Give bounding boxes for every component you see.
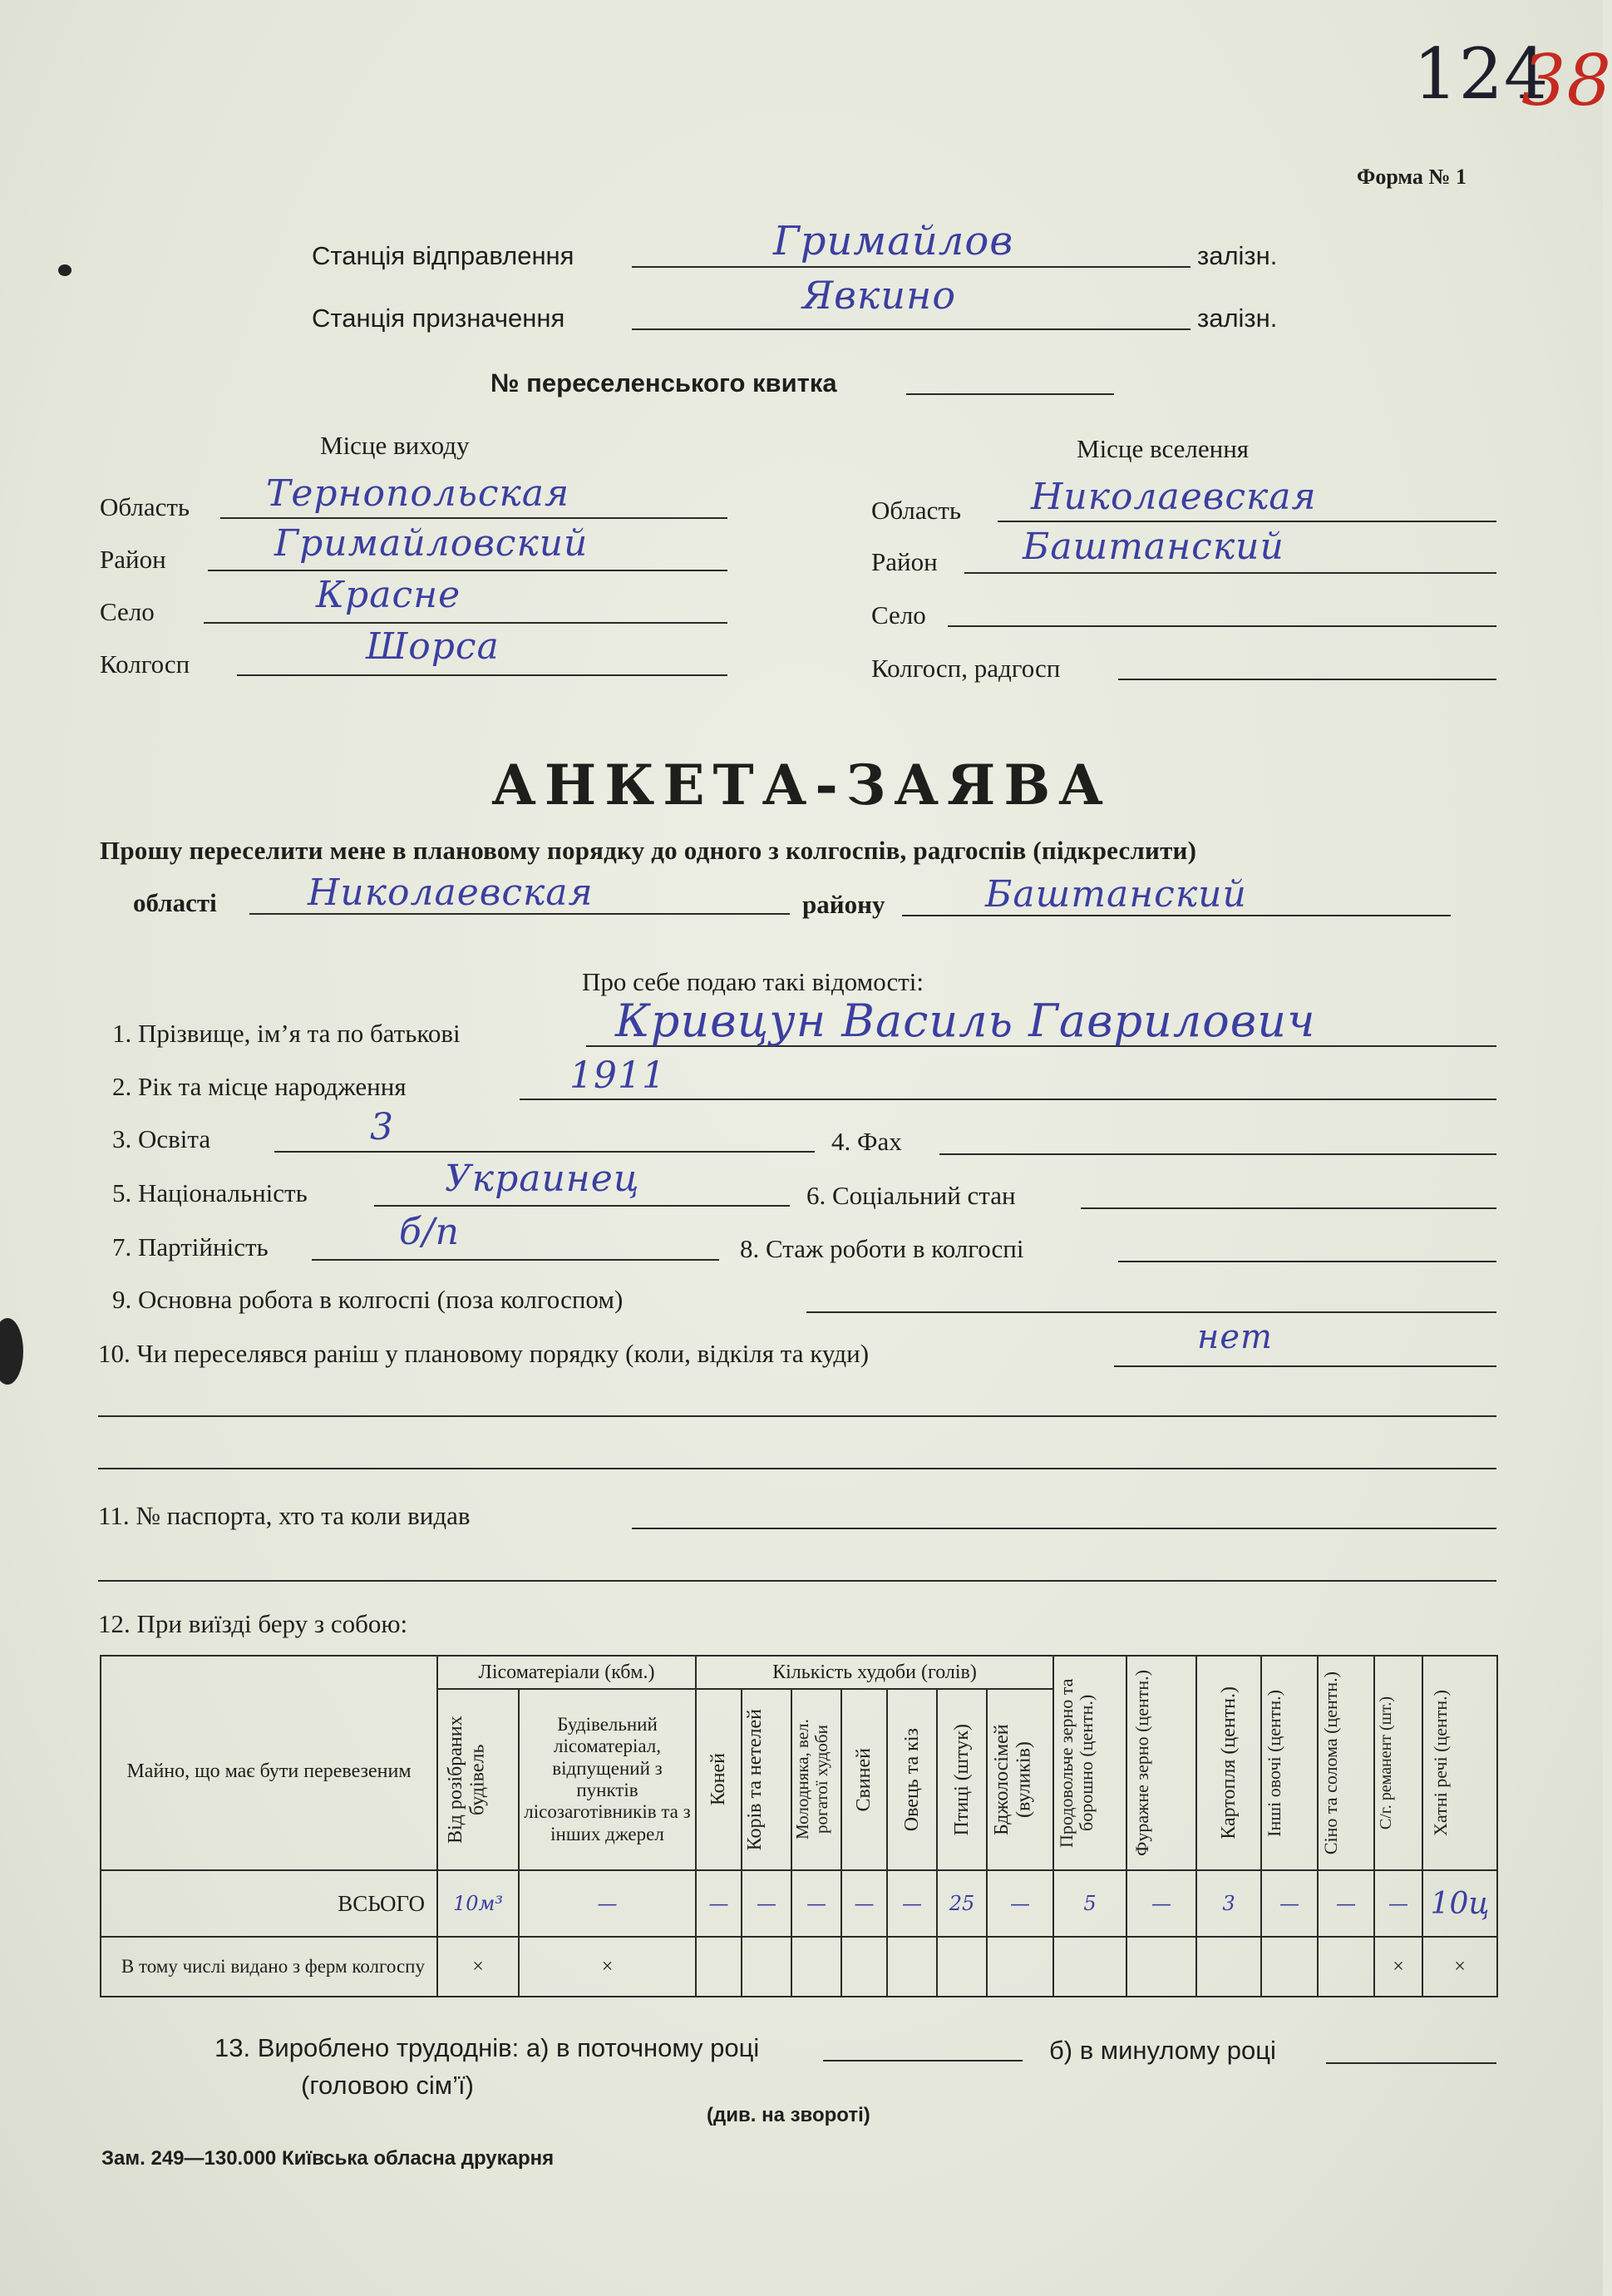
dest-oblast-line bbox=[998, 521, 1496, 522]
col-potato-header: Картопля (центн.) bbox=[1196, 1656, 1261, 1870]
col-dismantled-header: Від розібраних будівель bbox=[437, 1689, 519, 1870]
see-back-note: (див. на звороті) bbox=[707, 2104, 870, 2126]
field-3-label: 3. Освіта bbox=[112, 1124, 211, 1153]
total-cell: — bbox=[1318, 1870, 1374, 1937]
dest-rayon-value: Баштанский bbox=[1023, 526, 1284, 568]
issued-cell: × bbox=[1374, 1937, 1422, 1997]
issued-cell bbox=[791, 1937, 841, 1997]
destination-station-value: Явкино bbox=[802, 273, 957, 318]
col-sheep-header: Овець та кіз bbox=[887, 1689, 937, 1870]
total-cell: 5 bbox=[1053, 1870, 1126, 1937]
issued-cell bbox=[1196, 1937, 1261, 1997]
field-10-line bbox=[1114, 1365, 1496, 1367]
col-hay-header: Сіно та солома (центн.) bbox=[1318, 1656, 1374, 1870]
dest-kolhosp-line bbox=[1118, 679, 1496, 680]
dest-oblast-label: Область bbox=[871, 496, 962, 525]
col-young-header: Молодняка, вел. рогатої худоби bbox=[791, 1689, 841, 1870]
total-cell: — bbox=[791, 1870, 841, 1937]
issued-cell bbox=[1126, 1937, 1196, 1997]
issued-cell: × bbox=[519, 1937, 696, 1997]
departure-station-line bbox=[632, 266, 1191, 268]
departure-station-label: Станція відправлення bbox=[312, 241, 574, 270]
destination-station-line bbox=[632, 328, 1191, 330]
total-cell: 10ц bbox=[1422, 1870, 1497, 1937]
field-4-line bbox=[939, 1153, 1496, 1155]
origin-oblast-line bbox=[220, 517, 727, 519]
col-item-header: Майно, що має бути перевезеним bbox=[101, 1656, 437, 1870]
origin-oblast-label: Область bbox=[100, 492, 190, 521]
field-8-line bbox=[1118, 1261, 1496, 1262]
origin-selo-label: Село bbox=[100, 597, 155, 626]
field-13-family: (головою сім’ї) bbox=[301, 2071, 474, 2100]
issued-cell bbox=[1318, 1937, 1374, 1997]
field-12-label: 12. При виїзді беру з собою: bbox=[98, 1609, 408, 1638]
total-cell: — bbox=[841, 1870, 887, 1937]
rayonu-label: району bbox=[802, 890, 885, 919]
issued-row bbox=[101, 1937, 1497, 1997]
col-grain-header: Продовольче зерно та борошно (центн.) bbox=[1053, 1656, 1126, 1870]
total-cell: 3 bbox=[1196, 1870, 1261, 1937]
total-cell: — bbox=[987, 1870, 1053, 1937]
field-8-label: 8. Стаж роботи в колгоспі bbox=[740, 1234, 1024, 1263]
issued-cell bbox=[841, 1937, 887, 1997]
total-cell: 10м³ bbox=[437, 1870, 519, 1937]
origin-heading: Місце виходу bbox=[320, 431, 470, 460]
field-10-label: 10. Чи переселявся раніш у плановому порядку (коли, відкіля та куди) bbox=[98, 1339, 870, 1368]
field-6-label: 6. Соціальний стан bbox=[806, 1181, 1016, 1210]
field-2-line bbox=[520, 1099, 1496, 1100]
field-5-line bbox=[374, 1205, 790, 1207]
origin-rayon-value: Гримайловский bbox=[274, 522, 589, 565]
field-2-label: 2. Рік та місце народження bbox=[112, 1072, 407, 1101]
total-cell: — bbox=[1261, 1870, 1318, 1937]
issued-cell bbox=[937, 1937, 987, 1997]
row-issued-label: В тому числі видано з ферм колгоспу bbox=[101, 1937, 437, 1997]
form-title: АНКЕТА-ЗАЯВА bbox=[491, 753, 1112, 817]
field-3-value: 3 bbox=[370, 1106, 394, 1148]
total-row bbox=[101, 1870, 1497, 1937]
rail-suffix-1: залізн. bbox=[1197, 241, 1278, 270]
oblasti-label: області bbox=[133, 888, 217, 917]
col-building-header: Будівельний лісоматеріал, відпущений з пунктів лісозаготівників та з інших джерел bbox=[519, 1689, 696, 1870]
archive-number: 124 bbox=[1413, 33, 1550, 115]
field-10-value: нет bbox=[1197, 1318, 1273, 1356]
archive-number-red: 38 bbox=[1521, 40, 1612, 121]
total-cell: — bbox=[1126, 1870, 1196, 1937]
total-cell: — bbox=[1374, 1870, 1422, 1937]
field-1-value: Кривцун Василь Гаврилович bbox=[615, 995, 1316, 1047]
origin-selo-line bbox=[204, 622, 727, 624]
origin-kolhosp-value: Шорса bbox=[366, 625, 500, 668]
field-5-value: Украинец bbox=[445, 1158, 640, 1200]
field-10-line-3 bbox=[98, 1468, 1496, 1469]
property-table bbox=[100, 1655, 1496, 1996]
request-text: Прошу переселити мене в плановому порядку до одного з колгоспів, радгоспів (підкреслити) bbox=[100, 836, 1197, 865]
rayonu-value: Баштанский bbox=[985, 873, 1247, 916]
col-veg-header: Інші овочі (центн.) bbox=[1261, 1656, 1318, 1870]
field-3-line bbox=[274, 1151, 815, 1153]
field-11-line bbox=[632, 1528, 1496, 1529]
field-11-label: 11. № паспорта, хто та коли видав bbox=[98, 1501, 471, 1530]
field-9-label: 9. Основна робота в колгоспі (поза колгоспом) bbox=[112, 1285, 624, 1314]
col-bees-header: Бджолосімей (вуликів) bbox=[987, 1689, 1053, 1870]
field-13-line-a bbox=[823, 2060, 1023, 2061]
field-9-line bbox=[806, 1311, 1496, 1313]
dest-selo-label: Село bbox=[871, 600, 926, 630]
total-cell: — bbox=[696, 1870, 742, 1937]
punch-hole bbox=[58, 264, 71, 276]
issued-cell bbox=[1053, 1937, 1126, 1997]
issued-cell bbox=[1261, 1937, 1318, 1997]
group-cattle-header: Кількість худоби (голів) bbox=[696, 1656, 1053, 1689]
field-13-prev-label: б) в минулому році bbox=[1049, 2036, 1276, 2065]
field-6-line bbox=[1081, 1207, 1496, 1209]
total-cell: 25 bbox=[937, 1870, 987, 1937]
issued-cell bbox=[987, 1937, 1053, 1997]
issued-cell: × bbox=[437, 1937, 519, 1997]
issued-cell bbox=[696, 1937, 742, 1997]
field-4-label: 4. Фах bbox=[831, 1127, 902, 1156]
field-5-label: 5. Національність bbox=[112, 1178, 308, 1207]
issued-cell bbox=[742, 1937, 791, 1997]
dest-rayon-label: Район bbox=[871, 547, 938, 576]
about-label: Про себе подаю такі відомості: bbox=[582, 967, 924, 996]
total-cell: — bbox=[742, 1870, 791, 1937]
col-tools-header: С/г. реманент (шт.) bbox=[1374, 1656, 1422, 1870]
group-lumber-header: Лісоматеріали (кбм.) bbox=[437, 1656, 696, 1689]
origin-kolhosp-label: Колгосп bbox=[100, 649, 190, 679]
field-1-label: 1. Прізвище, ім’я та по батькові bbox=[112, 1019, 461, 1048]
dest-selo-line bbox=[948, 625, 1496, 627]
dest-kolhosp-label: Колгосп, радгосп bbox=[871, 654, 1061, 683]
printer-imprint: Зам. 249—130.000 Київська обласна друкарня bbox=[101, 2147, 555, 2170]
total-cell: — bbox=[887, 1870, 937, 1937]
origin-kolhosp-line bbox=[237, 674, 727, 676]
destination-station-label: Станція призначення bbox=[312, 304, 565, 333]
issued-cell: × bbox=[1422, 1937, 1497, 1997]
field-7-value: б/п bbox=[399, 1211, 461, 1253]
dest-oblast-value: Николаевская bbox=[1031, 476, 1317, 518]
col-pigs-header: Свиней bbox=[841, 1689, 887, 1870]
origin-rayon-label: Район bbox=[100, 545, 166, 574]
field-7-label: 7. Партійність bbox=[112, 1232, 269, 1262]
col-house-header: Хатні речі (центн.) bbox=[1422, 1656, 1497, 1870]
field-13-label: 13. Вироблено трудоднів: а) в поточному році bbox=[214, 2033, 760, 2062]
field-10-line-2 bbox=[98, 1415, 1496, 1417]
total-cell: — bbox=[519, 1870, 696, 1937]
origin-oblast-value: Тернопольская bbox=[266, 472, 570, 515]
field-13-line-b bbox=[1326, 2062, 1496, 2064]
field-11-line-2 bbox=[98, 1580, 1496, 1582]
row-total-label: ВСЬОГО bbox=[101, 1870, 437, 1937]
dest-heading: Місце вселення bbox=[1077, 434, 1250, 463]
ticket-line bbox=[906, 393, 1114, 395]
rail-suffix-2: залізн. bbox=[1197, 304, 1278, 333]
col-horses-header: Коней bbox=[696, 1689, 742, 1870]
ticket-label: № переселенського квитка bbox=[491, 368, 837, 397]
punch-hole bbox=[0, 1318, 23, 1385]
col-cows-header: Корів та нетелей bbox=[742, 1689, 791, 1870]
origin-selo-value: Красне bbox=[316, 574, 461, 616]
field-7-line bbox=[312, 1259, 719, 1261]
issued-cell bbox=[887, 1937, 937, 1997]
dest-rayon-line bbox=[964, 572, 1496, 574]
col-birds-header: Птиці (штук) bbox=[937, 1689, 987, 1870]
col-fodder-header: Фуражне зерно (центн.) bbox=[1126, 1656, 1196, 1870]
form-number: Форма № 1 bbox=[1357, 165, 1467, 189]
origin-rayon-line bbox=[208, 570, 727, 571]
departure-station-value: Гримайлов bbox=[773, 218, 1014, 264]
field-2-value: 1911 bbox=[569, 1054, 666, 1097]
oblasti-value: Николаевская bbox=[308, 871, 594, 914]
